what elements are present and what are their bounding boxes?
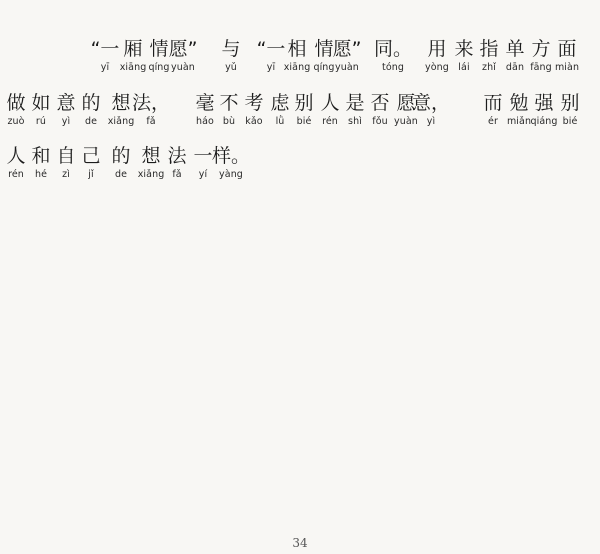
- pinyin-annotation: yàng: [219, 169, 243, 180]
- ruby-char: [4, 92, 28, 128]
- ruby-char: [54, 145, 78, 181]
- hanzi-char: 用: [427, 38, 447, 60]
- pinyin-annotation: fǎ: [146, 116, 156, 127]
- hanzi-char: 勉: [509, 92, 529, 114]
- ruby-char: [165, 145, 189, 181]
- hanzi-char: 样。: [212, 145, 251, 167]
- hanzi-char: 和: [31, 145, 51, 167]
- pinyin-annotation: miàn: [554, 62, 580, 73]
- pinyin-annotation: yí: [198, 169, 208, 180]
- pinyin-annotation: rén: [8, 169, 24, 180]
- pinyin-annotation: ér: [488, 116, 498, 127]
- hanzi-char: 如: [31, 92, 51, 114]
- pinyin-annotation: qíng: [148, 62, 170, 73]
- ruby-char: [318, 92, 342, 128]
- pinyin-annotation: hé: [34, 169, 48, 180]
- pinyin-annotation: zuò: [7, 116, 25, 127]
- pinyin-annotation: lái: [458, 62, 470, 73]
- ruby-char: [219, 38, 243, 74]
- pinyin-annotation: xiāng: [283, 62, 311, 73]
- pinyin-annotation: miǎn: [506, 116, 532, 127]
- pinyin-annotation: yuàn: [171, 62, 195, 73]
- ruby-char: [193, 92, 217, 128]
- ruby-char: [29, 92, 53, 128]
- hanzi-char: 而: [483, 92, 503, 114]
- hanzi-char: 意: [56, 92, 76, 114]
- pinyin-annotation: yuàn: [335, 62, 359, 73]
- hanzi-char: 来: [454, 38, 474, 60]
- pinyin-annotation: yì: [426, 116, 436, 127]
- ruby-char: [532, 92, 556, 128]
- ruby-char: [79, 145, 103, 181]
- hanzi-char: 自: [56, 145, 76, 167]
- pinyin-annotation: dān: [505, 62, 525, 73]
- ruby-char: [29, 145, 53, 181]
- hanzi-char: 别: [560, 92, 580, 114]
- hanzi-char: 意，: [412, 92, 451, 114]
- ruby-char: [507, 92, 531, 128]
- hanzi-char: 是: [345, 92, 365, 114]
- ruby-char: [374, 38, 413, 74]
- hanzi-char: 想: [111, 92, 131, 114]
- ruby-char: [4, 145, 28, 181]
- ruby-char: [79, 92, 103, 128]
- ruby-char: [132, 92, 171, 128]
- ruby-char: [477, 38, 501, 74]
- pinyin-annotation: de: [114, 169, 128, 180]
- ruby-char: [256, 38, 286, 74]
- hanzi-char: 考: [244, 92, 264, 114]
- hanzi-char: 方: [531, 38, 551, 60]
- pinyin-annotation: zì: [62, 169, 70, 180]
- ruby-char: [168, 38, 198, 74]
- page-number: 34: [292, 536, 308, 550]
- hanzi-char: 的: [111, 145, 131, 167]
- ruby-char: [558, 92, 582, 128]
- pinyin-annotation: lǜ: [275, 116, 285, 127]
- hanzi-char: 不: [219, 92, 239, 114]
- ruby-char: [268, 92, 292, 128]
- hanzi-char: 愿”: [332, 38, 362, 60]
- ruby-char: [412, 92, 451, 128]
- pinyin-annotation: jǐ: [88, 169, 94, 180]
- pinyin-annotation: bié: [296, 116, 312, 127]
- hanzi-char: 法，: [132, 92, 171, 114]
- hanzi-char: 情: [314, 38, 334, 60]
- ruby-char: [121, 38, 145, 74]
- paragraph-line-1: [0, 38, 600, 78]
- hanzi-char: 愿: [396, 92, 416, 114]
- ruby-char: [292, 92, 316, 128]
- hanzi-char: 相: [287, 38, 307, 60]
- ruby-char: [285, 38, 309, 74]
- ruby-char: [481, 92, 505, 128]
- pinyin-annotation: háo: [196, 116, 214, 127]
- hanzi-char: 己: [81, 145, 101, 167]
- hanzi-char: 面: [557, 38, 577, 60]
- pinyin-annotation: rén: [322, 116, 338, 127]
- hanzi-char: “一: [90, 38, 120, 60]
- ruby-char: [503, 38, 527, 74]
- pinyin-annotation: zhǐ: [482, 62, 496, 73]
- hanzi-char: 的: [81, 92, 101, 114]
- ruby-char: [212, 145, 251, 181]
- hanzi-char: 虑: [270, 92, 290, 114]
- pinyin-annotation: qíng: [313, 62, 335, 73]
- ruby-char: [54, 92, 78, 128]
- hanzi-char: 厢: [123, 38, 143, 60]
- ruby-char: [147, 38, 171, 74]
- ruby-char: [529, 38, 553, 74]
- ruby-char: [139, 145, 163, 181]
- pinyin-annotation: de: [84, 116, 98, 127]
- hanzi-char: 同。: [374, 38, 413, 60]
- paragraph-line-2: [0, 92, 600, 132]
- ruby-char: [555, 38, 579, 74]
- pinyin-annotation: yuàn: [394, 116, 418, 127]
- pinyin-annotation: bié: [562, 116, 578, 127]
- ruby-char: [343, 92, 367, 128]
- pinyin-annotation: xiǎng: [107, 116, 135, 127]
- ruby-char: [452, 38, 476, 74]
- pinyin-annotation: yī: [266, 62, 276, 73]
- ruby-char: [368, 92, 392, 128]
- pinyin-annotation: tóng: [382, 62, 404, 73]
- pinyin-annotation: fǒu: [372, 116, 388, 127]
- pinyin-annotation: fāng: [530, 62, 552, 73]
- ruby-char: [90, 38, 120, 74]
- pinyin-annotation: shì: [348, 116, 362, 127]
- hanzi-char: 人: [6, 145, 26, 167]
- hanzi-char: 想: [141, 145, 161, 167]
- pinyin-annotation: kǎo: [245, 116, 263, 127]
- pinyin-annotation: rú: [35, 116, 47, 127]
- ruby-char: [332, 38, 362, 74]
- hanzi-char: 愿”: [168, 38, 198, 60]
- pinyin-annotation: xiāng: [119, 62, 147, 73]
- paragraph-line-3: [0, 145, 600, 185]
- hanzi-char: 人: [320, 92, 340, 114]
- hanzi-char: “一: [256, 38, 286, 60]
- pinyin-annotation: bù: [222, 116, 236, 127]
- hanzi-char: 做: [6, 92, 26, 114]
- ruby-char: [242, 92, 266, 128]
- pinyin-annotation: yì: [61, 116, 71, 127]
- hanzi-char: 否: [370, 92, 390, 114]
- ruby-char: [109, 92, 133, 128]
- hanzi-char: 单: [505, 38, 525, 60]
- hanzi-char: 情: [149, 38, 169, 60]
- hanzi-char: 指: [479, 38, 499, 60]
- pinyin-annotation: fǎ: [172, 169, 182, 180]
- ruby-char: [425, 38, 449, 74]
- hanzi-char: 毫: [195, 92, 215, 114]
- ruby-char: [109, 145, 133, 181]
- hanzi-char: 与: [221, 38, 241, 60]
- pinyin-annotation: yǔ: [225, 62, 237, 73]
- ruby-char: [217, 92, 241, 128]
- hanzi-char: 一: [193, 145, 213, 167]
- hanzi-char: 强: [534, 92, 554, 114]
- pinyin-annotation: yī: [100, 62, 110, 73]
- hanzi-char: 别: [294, 92, 314, 114]
- pinyin-annotation: qiáng: [530, 116, 558, 127]
- pinyin-annotation: yòng: [425, 62, 449, 73]
- pinyin-annotation: xiǎng: [137, 169, 165, 180]
- hanzi-char: 法: [167, 145, 187, 167]
